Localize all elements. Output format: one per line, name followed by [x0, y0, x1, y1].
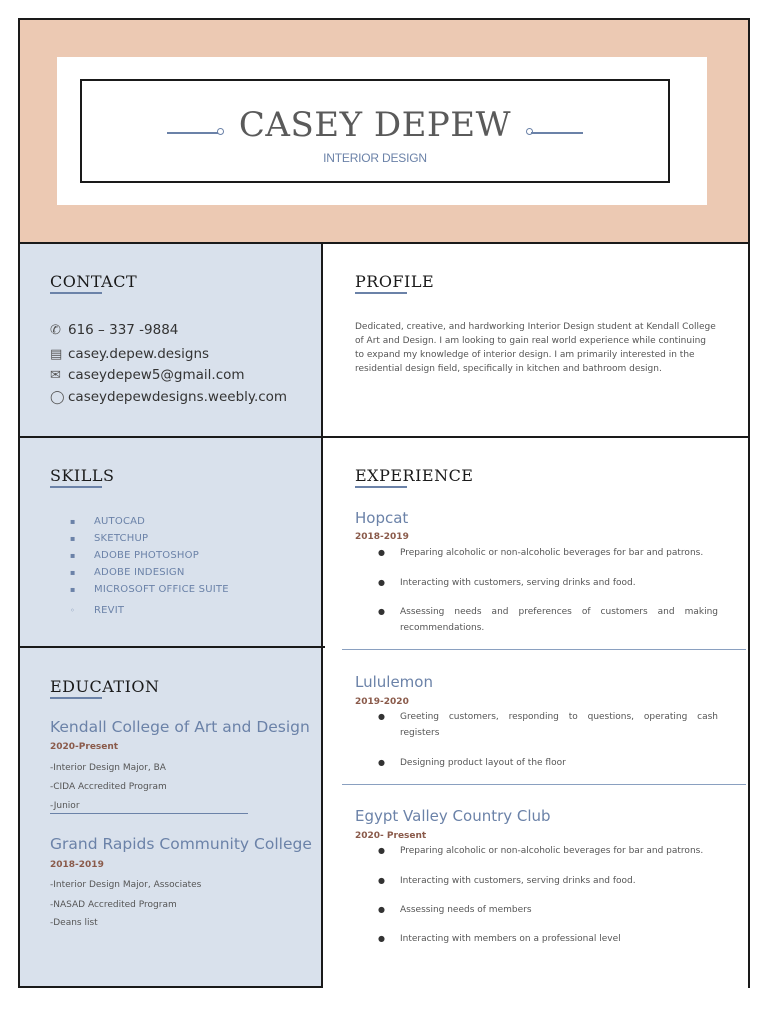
job-bullet: ● Assessing needs and preferences of customers and making recommendations.	[378, 607, 718, 633]
education-rule	[50, 813, 248, 814]
job-divider	[342, 649, 746, 650]
job-bullet: ● Interacting with customers, serving drinks and food.	[378, 876, 636, 886]
right-edge-line	[748, 244, 750, 988]
profile-heading: PROFILE	[355, 272, 435, 291]
job-bullet: ● Preparing alcoholic or non-alcoholic beverages for bar and patrons.	[378, 548, 704, 558]
job-bullet: ● Interacting with customers, serving drinks and food.	[378, 578, 636, 588]
envelope-icon: ✉	[50, 368, 61, 383]
job-employer: Hopcat	[355, 509, 409, 527]
phone-icon: ✆	[50, 323, 61, 338]
job-divider	[342, 784, 746, 785]
job-bullet: ● Preparing alcoholic or non-alcoholic beverages for bar and patrons.	[378, 846, 704, 856]
experience-heading: EXPERIENCE	[355, 466, 474, 485]
education-heading-underline	[50, 697, 102, 699]
resume-subtitle: INTERIOR DESIGN	[323, 151, 427, 165]
school-detail: -Interior Design Major, Associates	[50, 880, 202, 890]
skill-item: ▪ AUTOCAD	[70, 516, 146, 527]
right-flourish	[531, 132, 583, 134]
job-dates: 2019-2020	[355, 697, 409, 707]
skills-heading: SKILLS	[50, 466, 115, 485]
education-heading: EDUCATION	[50, 677, 160, 696]
contact-email[interactable]	[50, 367, 245, 383]
school-detail: -Deans list	[50, 918, 98, 928]
skill-item: ▪ MICROSOFT OFFICE SUITE	[70, 584, 229, 595]
skill-item: ◦ REVIT	[70, 605, 125, 616]
contact-website[interactable]	[50, 389, 287, 405]
contact-heading: CONTACT	[50, 272, 138, 291]
job-employer: Egypt Valley Country Club	[355, 807, 551, 825]
school-detail: -Interior Design Major, BA	[50, 763, 166, 773]
contact-website-text: caseydepewdesigns.weebly.com	[68, 389, 288, 405]
profile-heading-underline	[355, 292, 407, 294]
contact-social-text: casey.depew.designs	[68, 346, 210, 362]
contact-email-text: caseydepew5@gmail.com	[68, 367, 245, 383]
header-inner-panel	[57, 57, 707, 205]
skills-heading-underline	[50, 486, 102, 488]
school-dates: 2018-2019	[50, 860, 104, 870]
skills-education-divider	[20, 646, 325, 648]
job-bullet: ● Designing product layout of the floor	[378, 758, 566, 768]
job-bullet: ● Greeting customers, responding to questions, operating cash registers	[378, 712, 718, 738]
contact-phone[interactable]	[50, 322, 178, 338]
contact-skills-divider	[20, 436, 325, 438]
header-band	[18, 18, 750, 244]
contact-phone-text: 616 – 337 -9884	[68, 322, 179, 338]
job-bullet: ● Assessing needs of members	[378, 905, 532, 915]
globe-icon: ◯	[50, 390, 65, 405]
name-frame	[80, 79, 670, 183]
profile-text: Dedicated, creative, and hardworking Interior Design student at Kendall College of Art and Design. I am looking to gain real world experience while continuing to expand my knowledge of interior design. I am primarily interested in the residential design field, specifically in kitchen and bathroom design.	[355, 322, 716, 374]
school-name: Grand Rapids Community College	[50, 835, 312, 853]
school-name: Kendall College of Art and Design	[50, 718, 310, 736]
job-bullet: ● Interacting with members on a professional level	[378, 934, 621, 944]
experience-heading-underline	[355, 486, 407, 488]
skills-list	[70, 513, 229, 619]
resume-name: CASEY DEPEW	[238, 105, 512, 145]
contact-heading-underline	[50, 292, 102, 294]
profile-experience-divider	[323, 436, 750, 438]
chat-icon: ▤	[50, 347, 63, 362]
skill-item: ▪ ADOBE INDESIGN	[70, 567, 185, 578]
school-detail: -CIDA Accredited Program	[50, 782, 167, 792]
skill-item: ▪ SKETCHUP	[70, 533, 149, 544]
job-dates: 2020- Present	[355, 831, 427, 841]
school-detail: -Junior	[50, 801, 80, 811]
school-detail: -NASAD Accredited Program	[50, 900, 177, 910]
contact-social[interactable]	[50, 346, 209, 362]
job-dates: 2018-2019	[355, 532, 409, 542]
school-dates: 2020-Present	[50, 742, 119, 752]
skill-item: ▪ ADOBE PHOTOSHOP	[70, 550, 199, 561]
job-employer: Lululemon	[355, 673, 433, 691]
